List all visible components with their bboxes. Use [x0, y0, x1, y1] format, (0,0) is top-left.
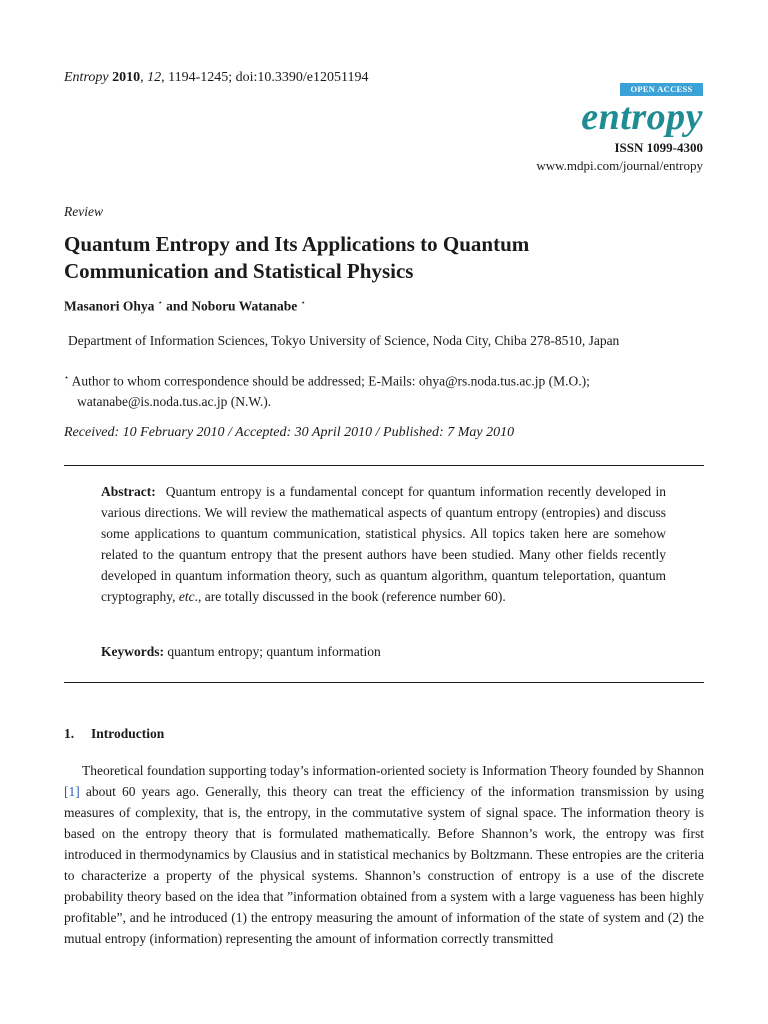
authors [64, 298, 306, 315]
title-line-1: Quantum Entropy and Its Applications to Quantum [64, 232, 530, 256]
citation-volume: 12 [147, 70, 162, 85]
keywords-label: Keywords: [101, 644, 164, 659]
divider-top [64, 465, 704, 466]
author-join: and [162, 298, 192, 314]
correspondence-mark: ⋆ [64, 373, 70, 382]
correspondence-note [64, 368, 704, 412]
keywords [101, 644, 381, 660]
intro-paragraph [64, 760, 704, 949]
abstract-text: Quantum entropy is a fundamental concept for quantum information recently developed in various directions. We will review the mathematical aspects of quantum entropy (entropies) and discuss some applications to quantum communication, statistical physics. All topics taken here are somehow related to the quantum entropy that the present authors have been studied. Many other fields recently developed in quantum information theory, such as quantum algorithm, quantum teleportation, quantum cryptography, [101, 484, 666, 604]
article-title [64, 231, 704, 285]
correspondence-line-2: watanabe@is.noda.tus.ac.jp (N.W.). [77, 393, 272, 409]
title-line-2: Communication and Statistical Physics [64, 259, 414, 283]
citation-year: 2010 [112, 70, 141, 85]
abstract [101, 481, 666, 607]
author-1-mark: ⋆ [157, 298, 163, 307]
divider-bottom [64, 682, 704, 683]
section-title: Introduction [91, 726, 165, 741]
intro-text-1: Theoretical foundation supporting today’s information-oriented society is Information Theory founded by Shannon [82, 763, 704, 778]
keywords-text: quantum entropy; quantum information [167, 644, 381, 659]
journal-url[interactable]: www.mdpi.com/journal/entropy [536, 158, 703, 173]
journal-name: Entropy [64, 70, 109, 85]
open-access-badge: OPEN ACCESS [620, 83, 703, 96]
affiliation: Department of Information Sciences, Tokyo University of Science, Noda City, Chiba 278-8510, Japan [68, 333, 620, 348]
abstract-label: Abstract: [101, 484, 156, 499]
journal-logo: entropy [581, 96, 703, 138]
citation-pages-doi: , 1194-1245; doi:10.3390/e12051194 [161, 70, 369, 85]
correspondence-line-1: Author to whom correspondence should be addressed; E-Mails: ohya@rs.noda.tus.ac.jp (M.O.); [71, 373, 590, 389]
publication-dates: Received: 10 February 2010 / Accepted: 30 April 2010 / Published: 7 May 2010 [64, 425, 515, 440]
section-heading [64, 726, 164, 742]
author-2: Noboru Watanabe [191, 298, 298, 314]
author-1: Masanori Ohya [64, 298, 155, 314]
abstract-text-end: ., are totally discussed in the book (reference number 60). [194, 589, 506, 604]
author-2-mark: ⋆ [300, 298, 306, 307]
citation-line: Entropy 2010, 12, 1194-1245; doi:10.3390/e12051194 [64, 70, 369, 85]
section-number: 1. [64, 726, 75, 741]
issn: ISSN 1099-4300 [614, 140, 703, 155]
article-type: Review [64, 204, 103, 219]
intro-text-2: about 60 years ago. Generally, this theory can treat the efficiency of the information transmission by using measures of complexity, that is, the entropy, in the commutative system of signal space. The information theory is based on the entropy theory that is formulated mathematically. Before Shannon’s work, the entropy was first introduced in thermodynamics by Clausius and in statistical mechanics by Boltzmann. These entropies are the criteria to characterize a property of the physical systems. Shannon’s construction of entropy is a use of the discrete probability theory based on the idea that ”information obtained from a system with a large vagueness has been highly profitable”, and he introduced (1) the entropy measuring the amount of information of the state of system and (2) the mutual entropy (information) representing the amount of information correctly transmitted [64, 784, 704, 946]
reference-link-1[interactable]: [1] [64, 784, 80, 799]
abstract-etc: etc [178, 589, 195, 604]
